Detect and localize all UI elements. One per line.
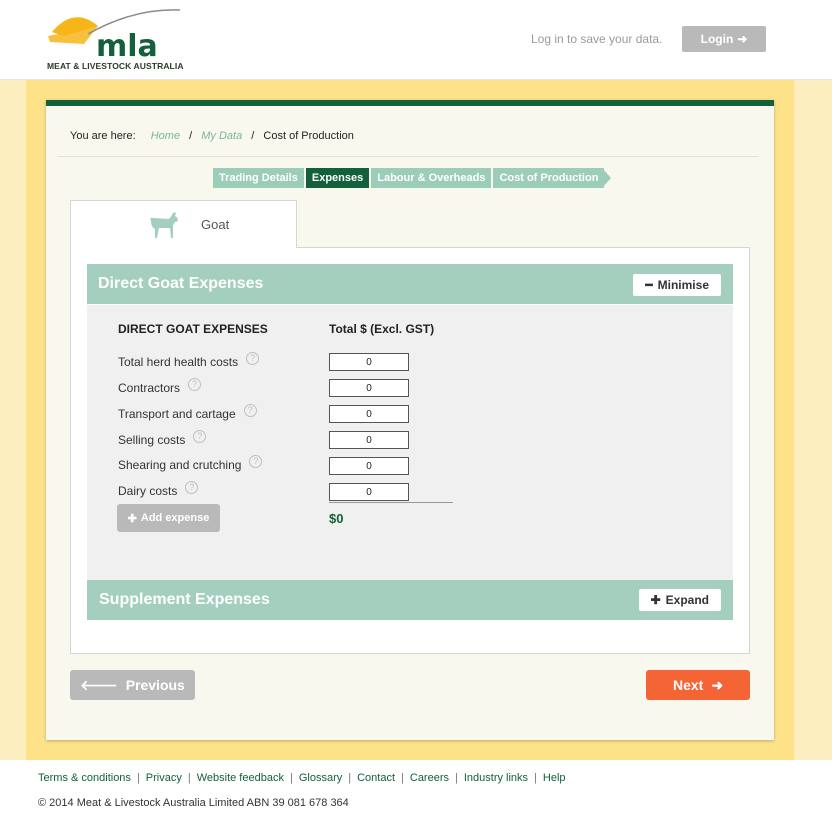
footer-separator: | [534, 772, 537, 784]
row-label-text: Selling costs [118, 433, 186, 447]
direct-expenses-body [87, 305, 733, 581]
expand-label: Expand [665, 593, 709, 607]
next-button[interactable] [646, 670, 750, 700]
copyright-text: © 2014 Meat & Livestock Australia Limited ABN 39 081 678 364 [38, 797, 349, 809]
footer-link-glossary[interactable]: Glossary [298, 772, 343, 784]
herd-health-input[interactable] [329, 353, 409, 371]
selling-costs-input[interactable] [329, 431, 409, 449]
footer-links [38, 772, 566, 784]
contractors-input[interactable] [329, 379, 409, 397]
row-label-text: Transport and cartage [118, 407, 236, 421]
add-expense-button[interactable] [117, 504, 220, 532]
expenses-panel [70, 247, 750, 654]
tab-goat[interactable] [70, 200, 297, 248]
help-icon[interactable]: ? [185, 481, 198, 494]
step-expenses[interactable]: Expenses [306, 168, 369, 188]
direct-expenses-header [87, 264, 733, 304]
expense-row-label [118, 381, 201, 395]
expense-row-label [118, 484, 198, 498]
help-icon[interactable]: ? [246, 352, 259, 365]
goat-icon [145, 209, 181, 241]
footer-separator: | [136, 772, 140, 784]
footer-link-feedback[interactable]: Website feedback [196, 772, 284, 784]
previous-label: Previous [125, 677, 185, 693]
breadcrumb-home-link[interactable]: Home [150, 130, 181, 142]
footer-link-careers[interactable]: Careers [409, 772, 449, 784]
previous-button[interactable] [70, 670, 195, 700]
row-label-text: Contractors [118, 381, 181, 395]
footer-link-contact[interactable]: Contact [357, 772, 396, 784]
expense-row-label [118, 458, 262, 472]
row-label-text: Shearing and crutching [118, 458, 242, 472]
breadcrumb-prefix: You are here: [70, 130, 136, 142]
breadcrumb-separator: / [251, 130, 255, 142]
step-trading-details[interactable]: Trading Details [213, 168, 304, 188]
help-icon[interactable]: ? [244, 404, 257, 417]
divider [58, 156, 758, 157]
main-card [46, 100, 774, 740]
next-label: Next [672, 677, 704, 693]
breadcrumb [70, 130, 354, 142]
help-icon[interactable]: ? [193, 430, 206, 443]
minus-icon: ━ [645, 278, 653, 292]
minimise-label: Minimise [657, 278, 709, 292]
progress-steps [213, 168, 611, 188]
step-arrow [602, 168, 611, 188]
footer-link-privacy[interactable]: Privacy [145, 772, 182, 784]
minimise-button[interactable] [633, 274, 721, 296]
supplement-expenses-title: Supplement Expenses [99, 591, 270, 608]
total-value: $0 [329, 511, 344, 526]
supplement-expenses-header [87, 580, 733, 620]
login-button[interactable] [682, 26, 766, 52]
logo-subtitle: MEAT & LIVESTOCK AUSTRALIA [47, 61, 184, 71]
expense-row-label [118, 407, 257, 421]
footer-separator: | [187, 772, 191, 784]
footer-separator: | [348, 772, 352, 784]
footer-link-terms[interactable]: Terms & conditions [38, 772, 131, 784]
dairy-costs-input[interactable] [329, 483, 409, 501]
plus-icon: ✚ [127, 512, 137, 525]
column-header-total: Total $ (Excl. GST) [329, 322, 435, 336]
login-hint-text: Log in to save your data. [531, 32, 663, 46]
total-divider [329, 502, 453, 503]
footer-separator: | [289, 772, 293, 784]
arrow-left-icon: 🡐 [80, 676, 118, 693]
step-cost-of-production[interactable]: Cost of Production [493, 168, 604, 188]
add-expense-label: Add expense [140, 512, 210, 524]
help-icon[interactable]: ? [249, 455, 262, 468]
site-header [0, 0, 832, 80]
plus-icon: ✚ [650, 593, 661, 607]
direct-expenses-title: Direct Goat Expenses [98, 275, 264, 292]
svg-text:mla: mla [96, 29, 158, 64]
help-icon[interactable]: ? [188, 378, 201, 391]
row-label-text: Dairy costs [118, 484, 178, 498]
tab-goat-label: Goat [201, 217, 230, 232]
login-label: Login [700, 32, 734, 46]
footer-link-help[interactable]: Help [542, 772, 566, 784]
arrow-right-icon: ➜ [737, 32, 748, 46]
arrow-right-icon: ➜ [711, 676, 724, 693]
step-labour-overheads[interactable]: Labour & Overheads [371, 168, 491, 188]
transport-input[interactable] [329, 405, 409, 423]
breadcrumb-my-data-link[interactable]: My Data [201, 130, 243, 142]
footer-link-industry[interactable]: Industry links [463, 772, 529, 784]
row-label-text: Total herd health costs [118, 355, 239, 369]
footer-separator: | [455, 772, 458, 784]
footer-separator: | [401, 772, 404, 784]
expand-button[interactable] [639, 589, 721, 611]
column-header-expense: DIRECT GOAT EXPENSES [118, 322, 268, 336]
breadcrumb-separator: / [189, 130, 193, 142]
breadcrumb-current: Cost of Production [263, 130, 354, 142]
expense-row-label [118, 433, 206, 447]
expense-row-label [118, 355, 259, 369]
shearing-input[interactable] [329, 457, 409, 475]
